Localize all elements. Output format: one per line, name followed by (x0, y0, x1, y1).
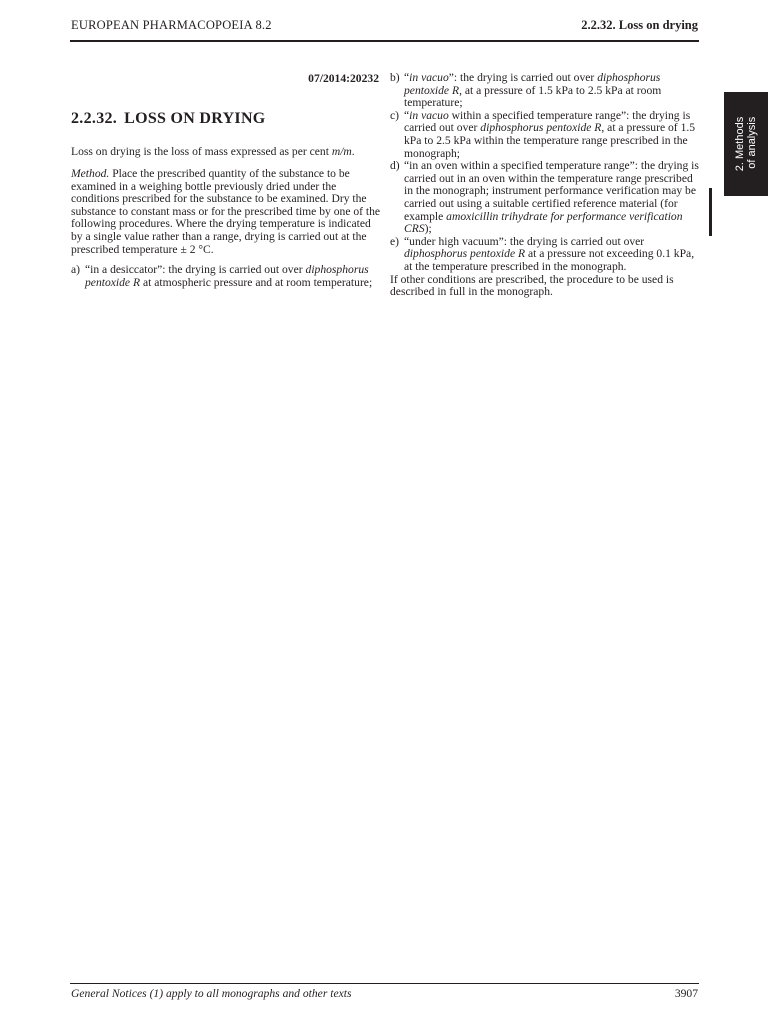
item-b-text: ”: the drying is carried out over (448, 71, 598, 84)
item-c-text-end: , at a pressure of 1.5 kPa to 2.5 kPa within the temperature range prescribed in the monograph; (404, 121, 696, 160)
item-d-text-end: ); (424, 222, 432, 236)
item-e-reagent: diphosphorus pentoxide R (404, 247, 526, 261)
item-a-text: “in a desiccator”: the drying is carried out over (85, 263, 306, 276)
running-header-title: EUROPEAN PHARMACOPOEIA 8.2 (71, 18, 272, 32)
procedure-item-d (390, 160, 700, 236)
procedure-item-b (390, 72, 700, 110)
section-heading (71, 110, 266, 128)
header-divider (70, 40, 699, 42)
item-a-reagent: diphosphorus pentoxide R (85, 263, 369, 289)
footer-general-notices: General Notices (1) apply to all monographs and other texts (71, 987, 352, 1000)
procedure-item-a (71, 264, 381, 289)
intro-text: Loss on drying is the loss of mass expressed as per cent (71, 145, 332, 158)
item-c-label: c) (390, 108, 400, 122)
item-c-quote-open: “ (404, 108, 410, 122)
running-header-section: 2.2.32. Loss on drying (581, 18, 698, 32)
item-e-label: e) (390, 234, 400, 248)
procedure-item-e (390, 236, 700, 274)
method-text: Place the prescribed quantity of the substance to be examined in a weighing bottle previously dried under the conditions prescribed for the substance to be examined. Dry the substance to constant mass or for the prescribed time by one of the following procedures. Where the drying temperature is indicated by a single value rather than a range, drying is carried out at the prescribed temperature ± 2 °C. (71, 167, 381, 256)
section-number: 2.2.32. (71, 110, 118, 127)
item-b-quote-open: “ (404, 71, 410, 84)
page-number: 3907 (674, 987, 698, 1000)
item-e-text-end: at a pressure not exceeding 0.1 kPa, at the temperature prescribed in the monograph. (404, 247, 695, 273)
chapter-thumb-tab (724, 92, 768, 196)
item-d-reference-material: amoxicillin trihydrate for performance verification CRS (404, 209, 683, 236)
item-c-text: within a specified temperature range”: the drying is carried out over (404, 108, 691, 135)
item-b-text-end: , at a pressure of 1.5 kPa to 2.5 kPa at room temperature; (404, 83, 662, 110)
monograph-reference: 07/2014:20232 (308, 72, 379, 85)
section-title: LOSS ON DRYING (124, 110, 266, 127)
item-b-label: b) (390, 71, 400, 84)
item-e-text: “under high vacuum”: the drying is carried out over (404, 234, 645, 248)
chapter-thumb-tab-label (734, 117, 758, 171)
item-d-text: “in an oven within a specified temperature range”: the drying is carried out in an oven within the temperature range prescribed in the monograph; instrument performance verification may be carried out using a suitable certified reference material (for example (404, 159, 699, 223)
intro-paragraph (71, 146, 381, 159)
item-a-text-end: at atmospheric pressure and at room temperature; (140, 275, 373, 289)
item-b-reagent: diphosphorus pentoxide R (404, 71, 661, 97)
revision-marker-bar (709, 188, 712, 236)
footer-divider (70, 983, 699, 984)
intro-unit: m/m (331, 145, 352, 158)
item-c-term: in vacuo (409, 108, 449, 122)
item-c-reagent: diphosphorus pentoxide R (480, 121, 602, 135)
intro-end: . (351, 145, 355, 158)
procedure-list-continued (390, 72, 700, 299)
thumb-tab-line-1: 2. Methods (734, 116, 746, 172)
item-b-term: in vacuo (409, 71, 449, 84)
item-a-label: a) (71, 263, 81, 276)
closing-paragraph: If other conditions are prescribed, the procedure to be used is described in full in the monograph. (390, 272, 674, 299)
method-paragraph (71, 168, 381, 256)
thumb-tab-line-2: of analysis (746, 116, 758, 169)
procedure-item-c (390, 110, 700, 160)
item-d-label: d) (390, 159, 400, 173)
method-label: Method. (71, 167, 110, 180)
